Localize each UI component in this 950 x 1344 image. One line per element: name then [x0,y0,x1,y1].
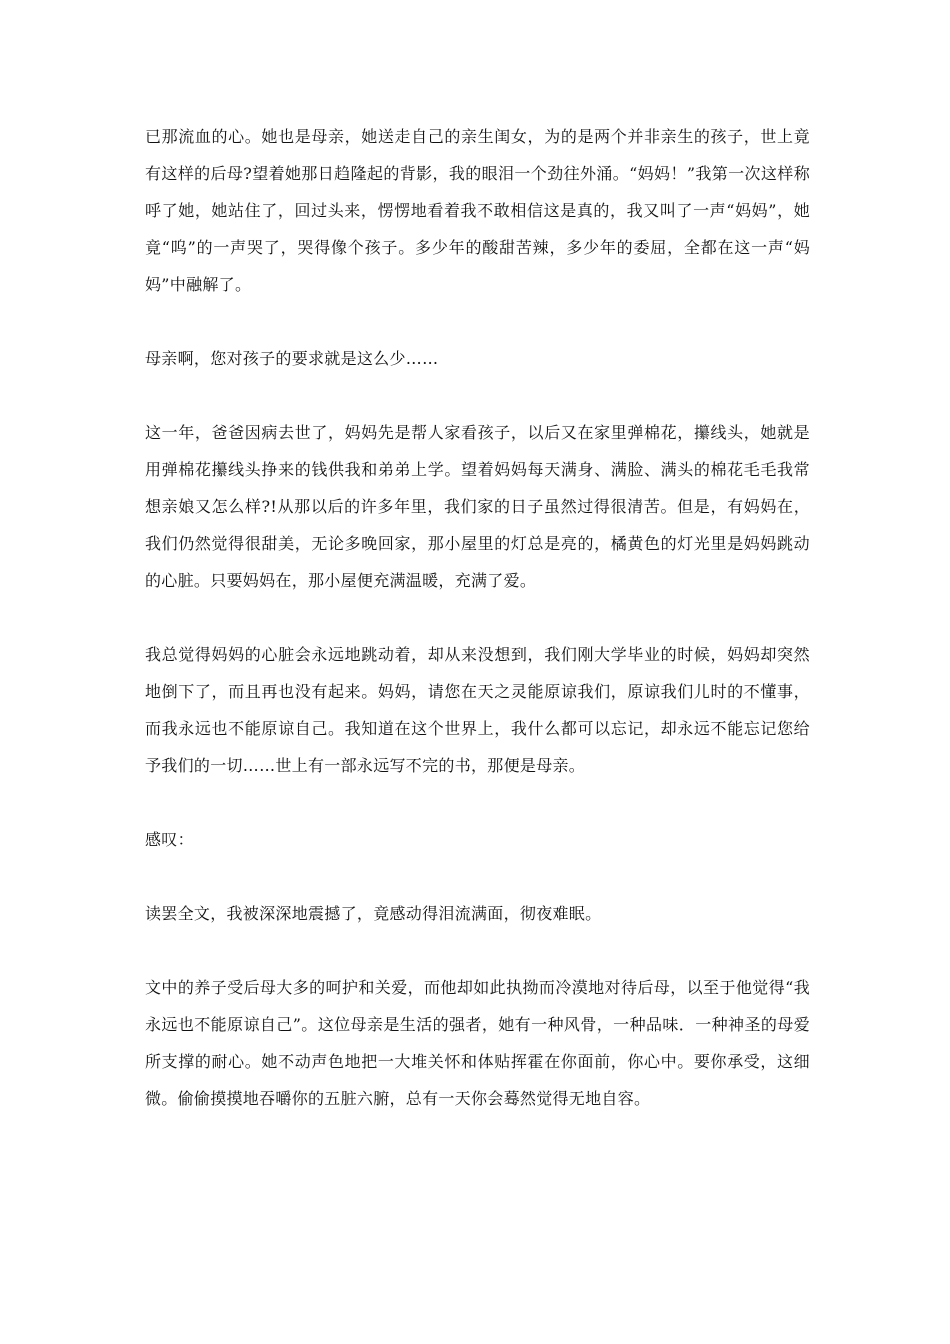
paragraph-gap [145,599,810,636]
paragraph-reflection-body: 文中的养子受后母大多的呵护和关爱，而他却如此执拗而冷漠地对待后母，以至于他觉得“我永远也不能原谅自己”。这位母亲是生活的强者，她有一种风骨，一种品味．一种神圣的母爱所支撑的耐心。她不动声色地把一大堆关怀和体贴挥霍在你面前，你心中。要你承受，这细微。偷偷摸摸地吞嚼你的五脏六腑，总有一天你会蓦然觉得无地自容。 [145,978,810,1108]
document-body [145,118,810,1117]
paragraph-mother-exclamation: 母亲啊，您对孩子的要求就是这么少…… [145,349,439,368]
paragraph-stepmother-embrace: 已那流血的心。她也是母亲，她送走自己的亲生闺女，为的是两个并非亲生的孩子，世上竟有这样的后母?望着她那日趋隆起的背影，我的眼泪一个劲往外涌。“妈妈！”我第一次这样称呼了她，她站住了，回过头来，愣愣地看着我不敢相信这是真的，我又叫了一声“妈妈”，她竟“呜”的一声哭了，哭得像个孩子。多少年的酸甜苦辣，多少年的委屈，全都在这一声“妈妈”中融解了。 [145,127,810,294]
paragraph-gap [145,932,810,969]
paragraph-father-death: 这一年，爸爸因病去世了，妈妈先是帮人家看孩子，以后又在家里弹棉花，攥线头，她就是用弹棉花攥线头挣来的钱供我和弟弟上学。望着妈妈每天满身、满脸、满头的棉花毛毛我常想亲娘又怎么样?!从那以后的许多年里，我们家的日子虽然过得很清苦。但是，有妈妈在，我们仍然觉得很甜美，无论多晚回家，那小屋里的灯总是亮的，橘黄色的灯光里是妈妈跳动的心脏。只要妈妈在，那小屋便充满温暖，充满了爱。 [145,423,810,590]
paragraph-gap [145,858,810,895]
paragraph-gap [145,784,810,821]
paragraph-gap [145,303,810,340]
section-heading-reflection: 感叹： [145,830,194,849]
paragraph-mother-passing: 我总觉得妈妈的心脏会永远地跳动着，却从来没想到，我们刚大学毕业的时候，妈妈却突然地倒下了，而且再也没有起来。妈妈，请您在天之灵能原谅我们，原谅我们儿时的不懂事，而我永远也不能原谅自己。我知道在这个世界上，我什么都可以忘记，却永远不能忘记您给予我们的一切……世上有一部永远写不完的书，那便是母亲。 [145,645,810,775]
paragraph-gap [145,377,810,414]
paragraph-reflection-intro: 读罢全文，我被深深地震撼了，竟感动得泪流满面，彻夜难眠。 [145,904,602,923]
